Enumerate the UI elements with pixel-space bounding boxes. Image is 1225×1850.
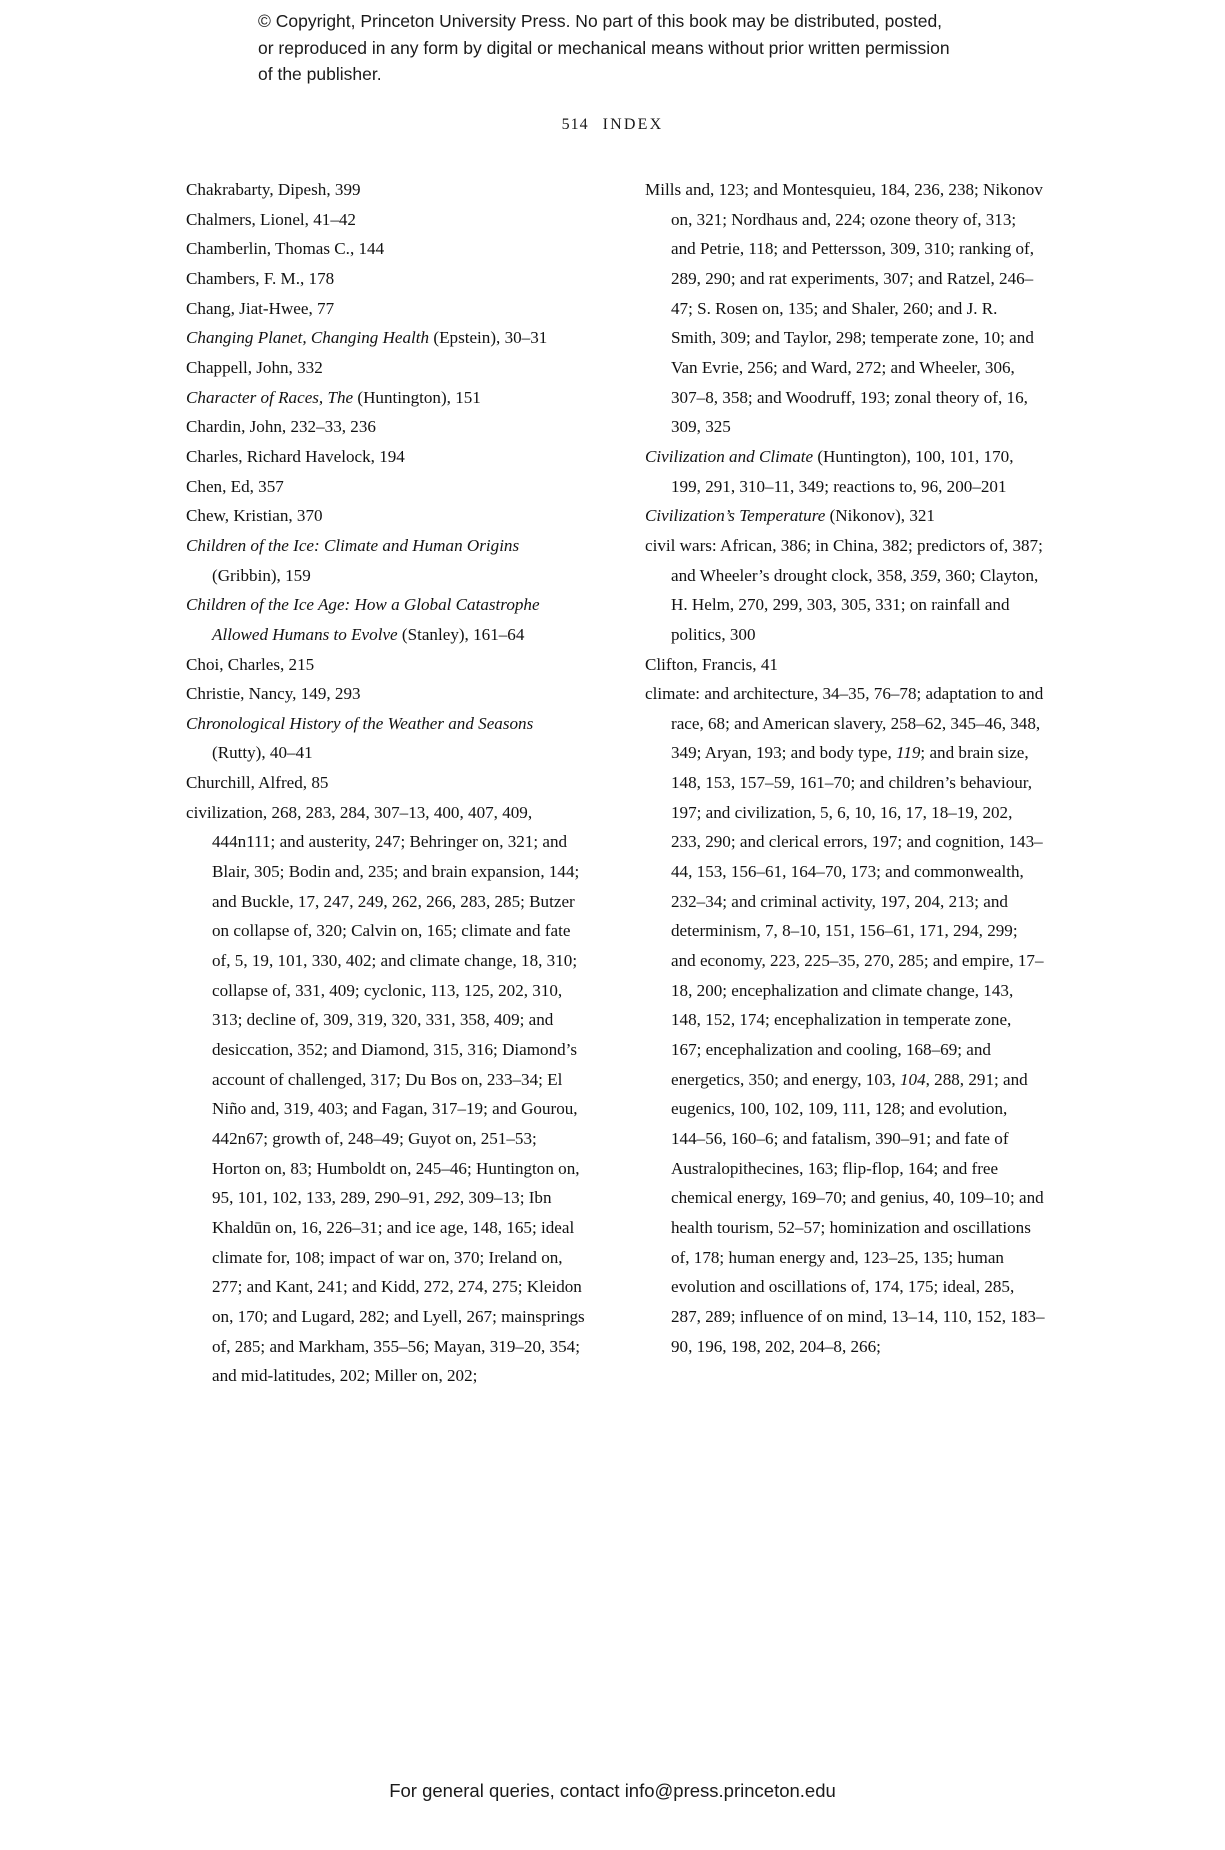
- index-entry: civil wars: African, 386; in China, 382; predictors of, 387; and Wheeler’s drought clock, 358, 359, 360; Clayton, H. Helm, 270, 299, 303, 305, 331; on rainfall and politics, 300: [645, 535, 1043, 644]
- index-entry: Chew, Kristian, 370: [186, 506, 323, 526]
- index-entry: Chappell, John, 332: [186, 357, 323, 377]
- index-entry: Chamberlin, Thomas C., 144: [186, 239, 385, 259]
- index-entry: Choi, Charles, 215: [186, 654, 315, 674]
- index-entry: Chakrabarty, Dipesh, 399: [186, 180, 361, 199]
- index-entry: Charles, Richard Havelock, 194: [186, 446, 405, 466]
- index-entry: civilization, 268, 283, 284, 307–13, 400, 407, 409, 444n111; and austerity, 247; Behringer on, 321; and Blair, 305; Bodin and, 235; and brain expansion, 144; and Buckle, 17, 247, 249, 262, 266, 283, 285; Butzer on collapse of, 320; Calvin on, 165; climate and fate of, 5, 19, 101, 330, 402; and climate change, 18, 310; collapse of, 331, 409; cyclonic, 113, 125, 202, 310, 313; decline of, 309, 319, 320, 331, 358, 409; and desiccation, 352; and Diamond, 315, 316; Diamond’s account of challenged, 317; Du Bos on, 233–34; El Niño and, 319, 403; and Fagan, 317–19; and Gourou, 442n67; growth of, 248–49; Guyot on, 251–53; Horton on, 83; Humboldt on, 245–46; Huntington on, 95, 101, 102, 133, 289, 290–91, 292, 309–13; Ibn Khaldūn on, 16, 226–31; and ice age, 148, 165; ideal climate for, 108; impact of war on, 370; Ireland on, 277; and Kant, 241; and Kidd, 272, 274, 275; Kleidon on, 170; and Lugard, 282; and Lyell, 267; mainsprings of, 285; and Markham, 355–56; Mayan, 319–20, 354; and mid-latitudes, 202; Miller on, 202;: [186, 802, 585, 1386]
- running-head: [0, 116, 1225, 134]
- index-entry: Chambers, F. M., 178: [186, 268, 335, 288]
- copyright-notice: © Copyright, Princeton University Press. No part of this book may be distributed, posted, or reproduced in any form by digital or mechanical means without prior written permission of the publisher.: [258, 11, 950, 85]
- index-column-left: [186, 175, 586, 1391]
- index-entry: Clifton, Francis, 41: [645, 654, 778, 674]
- index-columns: [186, 175, 1046, 1391]
- index-entry: Chardin, John, 232–33, 236: [186, 417, 376, 437]
- running-head-title: INDEX: [602, 116, 664, 133]
- index-entry: climate: and architecture, 34–35, 76–78; adaptation to and race, 68; and American slavery, 258–62, 345–46, 348, 349; Aryan, 193; and body type, 119; and brain size, 148, 153, 157–59, 161–70; and children’s behaviour, 197; and civilization, 5, 6, 10, 16, 17, 18–19, 202, 233, 290; and clerical errors, 197; and cognition, 143–44, 153, 156–61, 164–70, 173; and commonwealth, 232–34; and criminal activity, 197, 204, 213; and determinism, 7, 8–10, 151, 156–61, 171, 294, 299; and economy, 223, 225–35, 270, 285; and empire, 17–18, 200; encephalization and climate change, 143, 148, 152, 174; encephalization in temperate zone, 167; encephalization and cooling, 168–69; and energetics, 350; and energy, 103, 104, 288, 291; and eugenics, 100, 102, 109, 111, 128; and evolution, 144–56, 160–6; and fatalism, 390–91; and fate of Australopithecines, 163; flip-flop, 164; and free chemical energy, 169–70; and genius, 40, 109–10; and health tourism, 52–57; hominization and oscillations of, 178; human energy and, 123–25, 135; human evolution and oscillations of, 174, 175; ideal, 285, 287, 289; influence of on mind, 13–14, 110, 152, 183–90, 196, 198, 202, 204–8, 266;: [645, 684, 1045, 1356]
- index-column-right: [645, 175, 1045, 1391]
- index-entry: Children of the Ice Age: How a Global Catastrophe Allowed Humans to Evolve (Stanley), 161–64: [186, 595, 540, 644]
- index-entry: Changing Planet, Changing Health (Epstein), 30–31: [186, 328, 548, 348]
- index-entry: Chen, Ed, 357: [186, 476, 284, 496]
- index-entry: Mills and, 123; and Montesquieu, 184, 236, 238; Nikonov on, 321; Nordhaus and, 224; ozone theory of, 313; and Petrie, 118; and Pettersson, 309, 310; ranking of, 289, 290; and rat experiments, 307; and Ratzel, 246–47; S. Rosen on, 135; and Shaler, 260; and J. R. Smith, 309; and Taylor, 298; temperate zone, 10; and Van Evrie, 256; and Ward, 272; and Wheeler, 306, 307–8, 358; and Woodruff, 193; zonal theory of, 16, 309, 325: [645, 180, 1043, 437]
- footer-queries: For general queries, contact info@press.princeton.edu: [389, 1780, 836, 1801]
- index-entry: Chronological History of the Weather and Seasons (Rutty), 40–41: [186, 713, 534, 763]
- index-entry: Chalmers, Lionel, 41–42: [186, 209, 356, 229]
- index-entry: Churchill, Alfred, 85: [186, 773, 329, 793]
- index-entry: Chang, Jiat-Hwee, 77: [186, 298, 335, 318]
- index-entry: Christie, Nancy, 149, 293: [186, 684, 361, 704]
- index-entry: Civilization’s Temperature (Nikonov), 321: [645, 506, 935, 526]
- page-number: 514: [561, 116, 589, 133]
- index-entry: Civilization and Climate (Huntington), 100, 101, 170, 199, 291, 310–11, 349; reactions to, 96, 200–201: [645, 446, 1014, 496]
- index-entry: Character of Races, The (Huntington), 151: [186, 387, 481, 407]
- index-entry: Children of the Ice: Climate and Human Origins (Gribbin), 159: [186, 535, 520, 585]
